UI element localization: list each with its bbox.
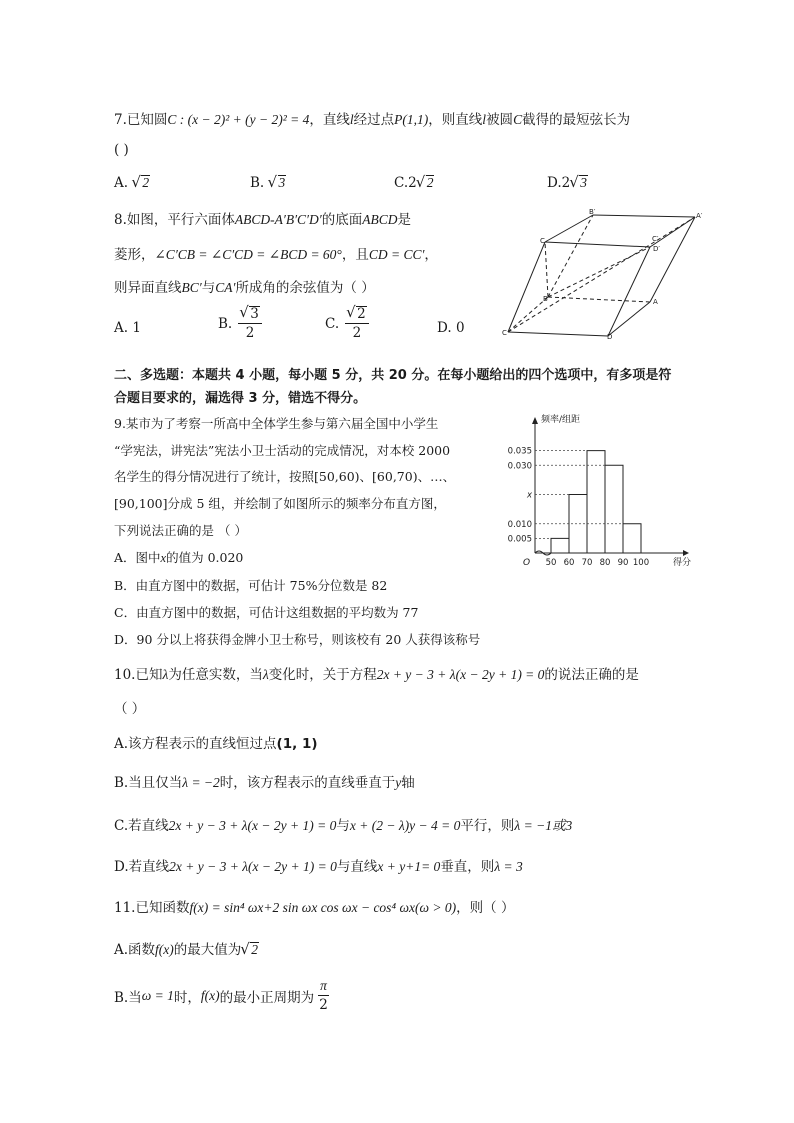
q8-line-3: 则异面直线BC′与CA′所成角的余弦值为（ ） bbox=[114, 280, 375, 296]
q8-line-2: 菱形，∠C′CB = ∠C′CD = ∠BCD = 60°，且CD = CC′， bbox=[114, 247, 438, 263]
q9-line-2: “学宪法，讲宪法”宪法小卫士活动的完成情况，对本校 2000 bbox=[114, 443, 451, 458]
q11-option-a[interactable]: A.函数f(x)的最大值为√ 2 bbox=[114, 938, 259, 958]
sqrt: √ 3 bbox=[269, 175, 287, 191]
y-tick-label: 0.035 bbox=[507, 446, 532, 457]
q7-answer-paren: ( ) bbox=[114, 142, 129, 158]
q8-option-a[interactable]: A. 1 bbox=[114, 320, 141, 336]
fraction: √ $\frac{2}{2}$ bbox=[345, 306, 369, 342]
x-tick-label: 60 bbox=[563, 558, 575, 568]
y-tick-label: 0.010 bbox=[507, 519, 532, 530]
hidden-c-b bbox=[508, 297, 548, 332]
label-c1b: C′ bbox=[652, 235, 659, 243]
edge-d-a bbox=[608, 302, 650, 336]
q10-option-c[interactable]: C.若直线2x + y − 3 + λ(x − 2y + 1) = 0与x + (2 − λ)y − 4 = 0平行，则λ = −1或3 bbox=[114, 818, 573, 834]
origin-label: O bbox=[523, 558, 531, 568]
q11-stem: 11.已知函数f(x) = sin⁴ ωx+2 sin ωx cos ωx − cos⁴ ωx(ω > 0)，则（ ） bbox=[114, 900, 515, 916]
y-tick-label: x bbox=[526, 490, 532, 501]
q11-option-b[interactable]: B.当 ω = 1 时， f(x) 的最小正周期为 $\frac{\pi}{2}$ bbox=[114, 978, 328, 1013]
q8-option-d[interactable]: D. 0 bbox=[437, 320, 465, 336]
edge-d1-d bbox=[608, 247, 650, 336]
label-b: B bbox=[543, 295, 548, 303]
q10-option-b[interactable]: B.当且仅当λ = −2时，该方程表示的直线垂直于y轴 bbox=[114, 775, 415, 791]
q7-option-d[interactable]: D.2√ 3 bbox=[547, 175, 588, 191]
q9-option-b[interactable]: B．由直方图中的数据，可估计 75%分位数是 82 bbox=[114, 578, 388, 593]
section2-line-2: 合题目要求的，漏选得 3 分，错选不得分。 bbox=[114, 391, 367, 406]
fraction: √ $\frac{3}{2}$ bbox=[238, 306, 262, 342]
x-tick-label: 90 bbox=[617, 558, 629, 568]
label-c1: C bbox=[540, 237, 545, 245]
histogram-bar bbox=[623, 524, 641, 553]
q9-option-d[interactable]: D．90 分以上将获得金牌小卫士称号，则该校有 20 人获得该称号 bbox=[114, 632, 481, 647]
y-tick-label: 0.030 bbox=[507, 461, 532, 472]
histogram-bar bbox=[587, 451, 605, 553]
x-tick-label: 50 bbox=[545, 558, 557, 568]
q10-stem: 10.已知λ为任意实数，当λ变化时，关于方程2x + y − 3 + λ(x − 2y + 1) = 0的说法正确的是 bbox=[114, 667, 639, 683]
fraction: $\frac{\pi}{2}$ bbox=[319, 978, 328, 1013]
edge-b1a1 bbox=[593, 215, 695, 217]
q10-answer-paren: （ ） bbox=[114, 701, 146, 717]
edge-c-d bbox=[508, 332, 608, 336]
sqrt: √ 2 bbox=[132, 175, 150, 191]
x-tick-label: 80 bbox=[599, 558, 611, 568]
label-b1: B′ bbox=[589, 208, 596, 216]
sqrt: √ 2 bbox=[241, 942, 259, 958]
y-axis-label: 频率/组距 bbox=[541, 415, 581, 425]
label-c: C bbox=[502, 329, 507, 337]
label-a1: A′ bbox=[696, 212, 703, 220]
q7-stem: 7.已知圆C : (x − 2)² + (y − 2)² = 4，直线l经过点P(1,1)，则直线l被圆C截得的最短弦长为 bbox=[114, 112, 631, 128]
q9-option-a[interactable]: A．图中x的值为 0.020 bbox=[114, 550, 244, 565]
q8-option-c[interactable]: C. √ $\frac{2}{2}$ bbox=[325, 306, 369, 342]
q8-option-b[interactable]: B. √ $\frac{3}{2}$ bbox=[218, 306, 262, 342]
label-a: A bbox=[653, 298, 658, 306]
hidden-b-c1 bbox=[545, 242, 548, 297]
sqrt: √ 2 bbox=[417, 175, 435, 191]
y-axis-arrow bbox=[532, 417, 538, 424]
edge-c1-c bbox=[508, 242, 545, 332]
label-d: D bbox=[607, 333, 613, 340]
x-axis-arrow bbox=[683, 550, 689, 556]
q9-option-c[interactable]: C．由直方图中的数据，可估计这组数据的平均数为 77 bbox=[114, 605, 419, 620]
edge-a1-a bbox=[650, 217, 695, 302]
section2-line-1: 二、多选题：本题共 4 小题，每小题 5 分，共 20 分。在每小题给出的四个选项中，有多项是符 bbox=[114, 368, 672, 383]
q7-option-c[interactable]: C.2√ 2 bbox=[394, 175, 434, 191]
q9-line-4: [90,100]分成 5 组，并绘制了如图所示的频率分布直方图， bbox=[114, 496, 446, 511]
label-d1: D′ bbox=[653, 245, 660, 253]
hidden-c-a1 bbox=[508, 217, 695, 332]
q8-line-1: 8.如图，平行六面体ABCD-A′B′C′D′的底面ABCD是 bbox=[114, 212, 411, 228]
sqrt: √ 3 bbox=[570, 175, 588, 191]
q9-line-1: 9.某市为了考察一所高中全体学生参与第六届全国中小学生 bbox=[114, 416, 439, 431]
histogram-bar bbox=[551, 538, 569, 553]
edge-cd1 bbox=[545, 242, 650, 247]
q7-option-a[interactable]: A. √ 2 bbox=[114, 175, 150, 191]
q9-line-5: 下列说法正确的是 （ ） bbox=[114, 523, 247, 538]
frequency-histogram bbox=[505, 410, 695, 575]
q9-line-3: 名学生的得分情况进行了统计，按照[50,60)、[60,70)、…、 bbox=[114, 469, 456, 484]
q7-option-b[interactable]: B. √ 3 bbox=[250, 175, 286, 191]
parallelepiped-figure bbox=[500, 205, 705, 340]
q10-option-a[interactable]: A.该方程表示的直线恒过点(1, 1) bbox=[114, 736, 318, 752]
q10-option-d[interactable]: D.若直线2x + y − 3 + λ(x − 2y + 1) = 0与直线x + y+1= 0垂直，则λ = 3 bbox=[114, 859, 523, 875]
x-tick-label: 100 bbox=[632, 558, 650, 568]
histogram-bar bbox=[605, 465, 623, 553]
x-axis-label: 得分 bbox=[673, 558, 692, 568]
x-tick-label: 70 bbox=[581, 558, 593, 568]
y-tick-label: 0.005 bbox=[507, 534, 532, 545]
